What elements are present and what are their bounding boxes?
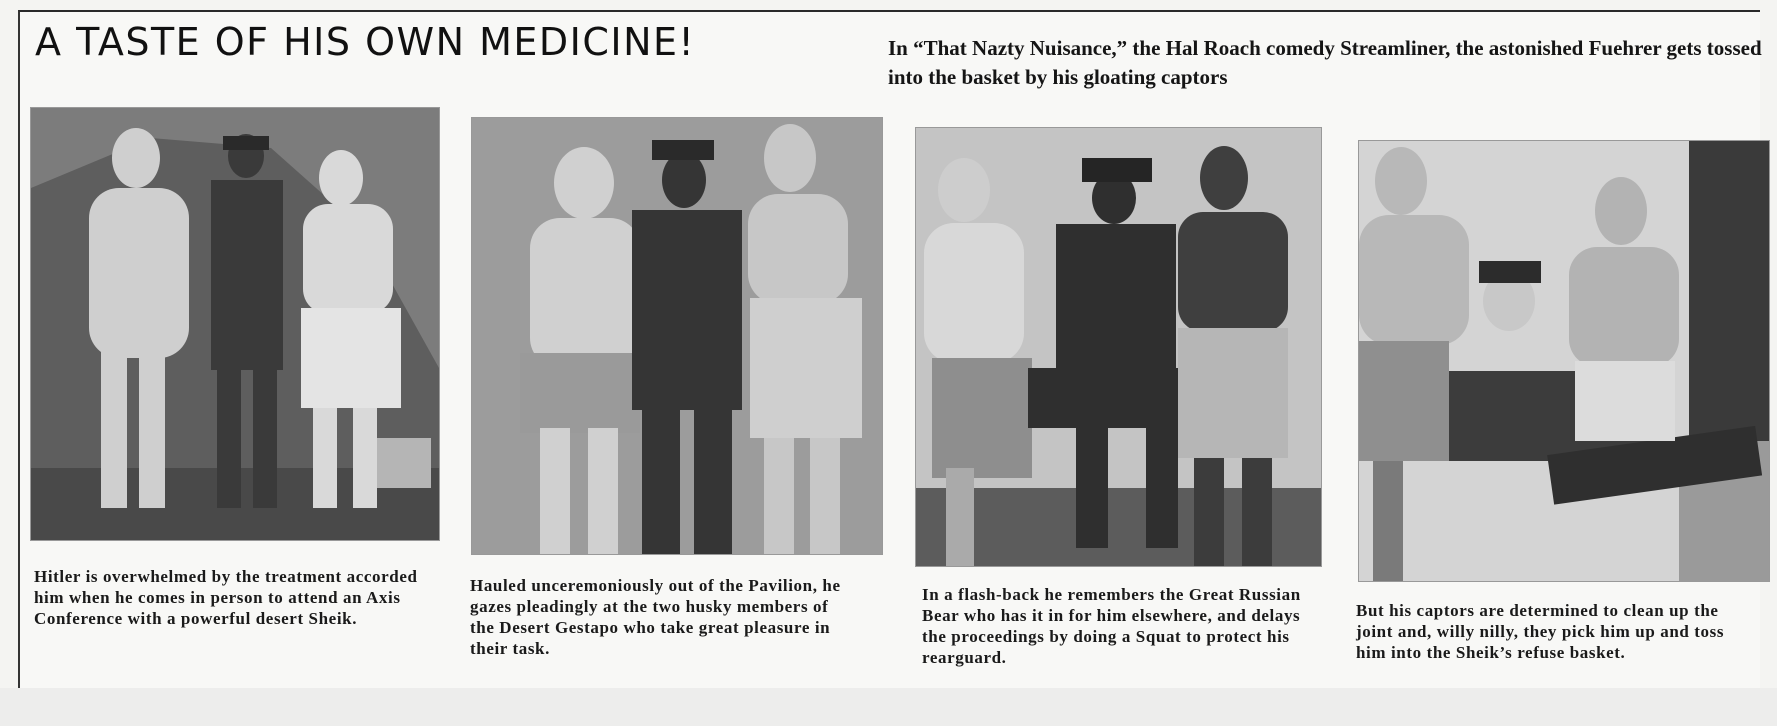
photo-4-image xyxy=(1359,141,1769,581)
photo-3-image xyxy=(916,128,1321,566)
intro-text: In “That Nazty Nuisance,” the Hal Roach comedy Streamliner, the astonished Fuehrer gets tossed into the basket by his gloating captors xyxy=(888,36,1762,89)
photo-4 xyxy=(1358,140,1770,582)
page-bottom-margin xyxy=(0,688,1777,726)
caption-4: But his captors are determined to clean up the joint and, willy nilly, they pick him up and toss him into the Sheik’s refuse basket. xyxy=(1356,601,1725,662)
photo-1-image xyxy=(31,108,439,540)
photo-3 xyxy=(915,127,1322,567)
photo-2-image xyxy=(472,118,882,554)
headline: A TASTE OF HIS OWN MEDICINE! xyxy=(35,20,696,64)
caption-2: Hauled unceremoniously out of the Pavilion, he gazes pleadingly at the two husky members of the Desert Gestapo who take great pleasure in their task. xyxy=(470,576,841,658)
photo-2 xyxy=(471,117,883,555)
photo-1 xyxy=(30,107,440,541)
caption-1: Hitler is overwhelmed by the treatment accorded him when he comes in person to attend an Axis Conference with a powerful desert Sheik. xyxy=(34,567,418,628)
caption-3: In a flash-back he remembers the Great Russian Bear who has it in for him elsewhere, and delays the proceedings by doing a Squat to protect his rearguard. xyxy=(922,585,1301,667)
